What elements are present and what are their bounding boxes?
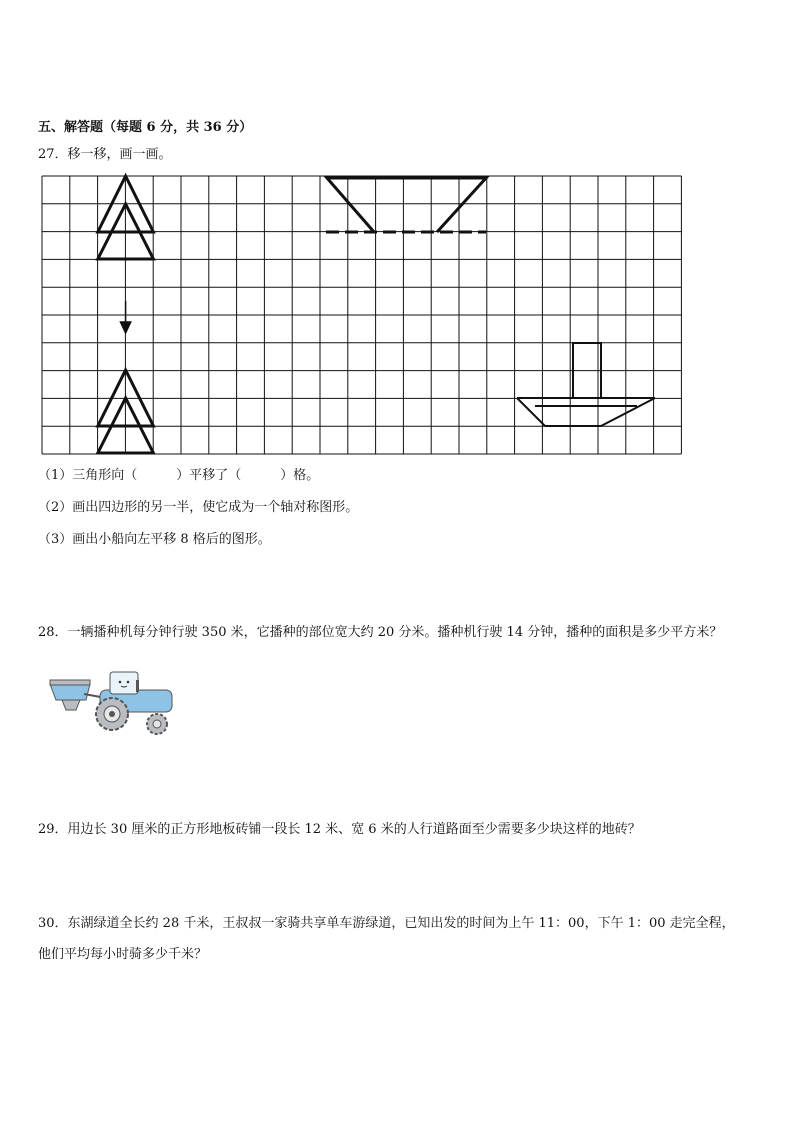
q27-sub-3: （3）画出小船向左平移 8 格后的图形。	[38, 532, 271, 547]
q29-text: 29．用边长 30 厘米的正方形地板砖铺一段长 12 米、宽 6 米的人行道路面至少需要多少块这样的地砖？	[38, 822, 641, 837]
q27-sub-1: （1）三角形向（ ）平移了（ ）格。	[38, 468, 320, 483]
boat-figure	[517, 343, 655, 426]
section-heading: 五、解答题（每题 6 分，共 36 分）	[38, 120, 253, 135]
q28-text: 28．一辆播种机每分钟行驶 350 米，它播种的部位宽大约 20 分米。播种机行驶 14 分钟，播种的面积是多少平方米？	[38, 625, 723, 640]
half-quadrilateral	[327, 178, 486, 232]
q27-title: 27．移一移，画一画。	[38, 147, 172, 162]
tractor-seeder-illustration	[44, 664, 174, 742]
translation-grid-figure	[0, 0, 794, 470]
q27-sub-2: （2）画出四边形的另一半，使它成为一个轴对称图形。	[38, 500, 359, 515]
q30-line-1: 30．东湖绿道全长约 28 千米，王叔叔一家骑共享单车游绿道，已知出发的时间为上午 11：00，下午 1：00 走完全程，	[38, 916, 735, 931]
boat-hull	[517, 398, 655, 426]
q30-line-2: 他们平均每小时骑多少千米？	[38, 947, 208, 962]
down-arrow	[121, 301, 131, 333]
